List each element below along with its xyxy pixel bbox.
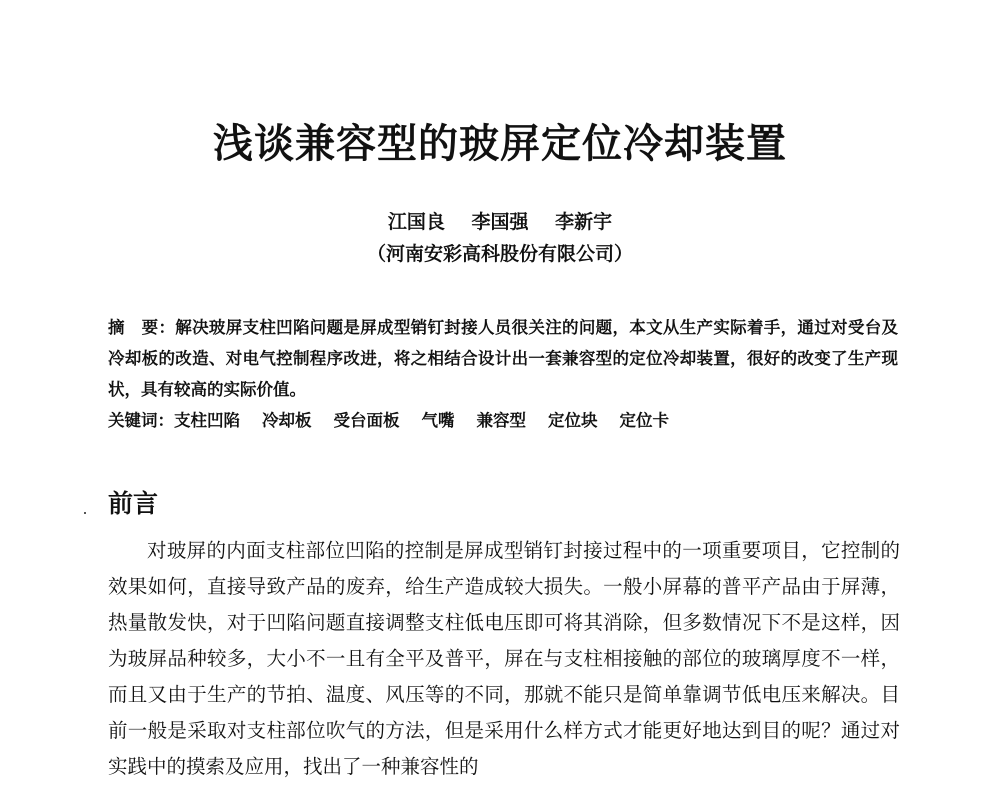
author-name: 李新宇 [555, 211, 613, 233]
author-list [0, 207, 1000, 234]
keywords-label: 关键词： [108, 411, 174, 430]
body-paragraph: 对玻屏的内面支柱部位凹陷的控制是屏成型销钉封接过程中的一项重要项目，它控制的效果如何，直接导致产品的废弃，给生产造成较大损失。一般小屏幕的普平产品由于屏薄，热量散发快，对于凹陷问题直接调整支柱低电压即可将其消除，但多数情况下不是这样，因为玻屏品种较多，大小不一且有全平及普平，屏在与支柱相接触的部位的玻璃厚度不一样，而且又由于生产的节拍、温度、风压等的不同，那就不能只是简单靠调节低电压来解决。目前一般是采取对支柱部位吹气的方法，但是采用什么样方式才能更好地达到目的呢？通过对实践中的摸索及应用，找出了一种兼容性的 [108, 539, 900, 778]
keyword: 气嘴 [421, 411, 455, 430]
abstract-label: 摘 要： [108, 318, 176, 337]
affiliation: （河南安彩高科股份有限公司） [366, 243, 633, 265]
scan-speck [84, 512, 86, 514]
paper-title: 浅谈兼容型的玻屏定位冷却装置 [213, 121, 787, 167]
section-heading: 前言 [108, 489, 159, 518]
keywords [108, 407, 898, 431]
keyword: 定位块 [548, 411, 598, 430]
keyword: 冷却板 [262, 411, 312, 430]
author-name: 江国良 [387, 211, 445, 233]
abstract-text: 解决玻屏支柱凹陷问题是屏成型销钉封接人员很关注的问题，本文从生产实际着手，通过对受台及冷却板的改造、对电气控制程序改进，将之相结合设计出一套兼容型的定位冷却装置，很好的改变了生产现状，具有较高的实际价值。 [108, 318, 899, 399]
abstract [108, 312, 898, 405]
keyword: 定位卡 [619, 411, 669, 430]
keyword: 受台面板 [333, 411, 400, 430]
keyword: 兼容型 [476, 411, 526, 430]
keyword: 支柱凹陷 [174, 411, 240, 430]
author-name: 李国强 [471, 211, 529, 233]
